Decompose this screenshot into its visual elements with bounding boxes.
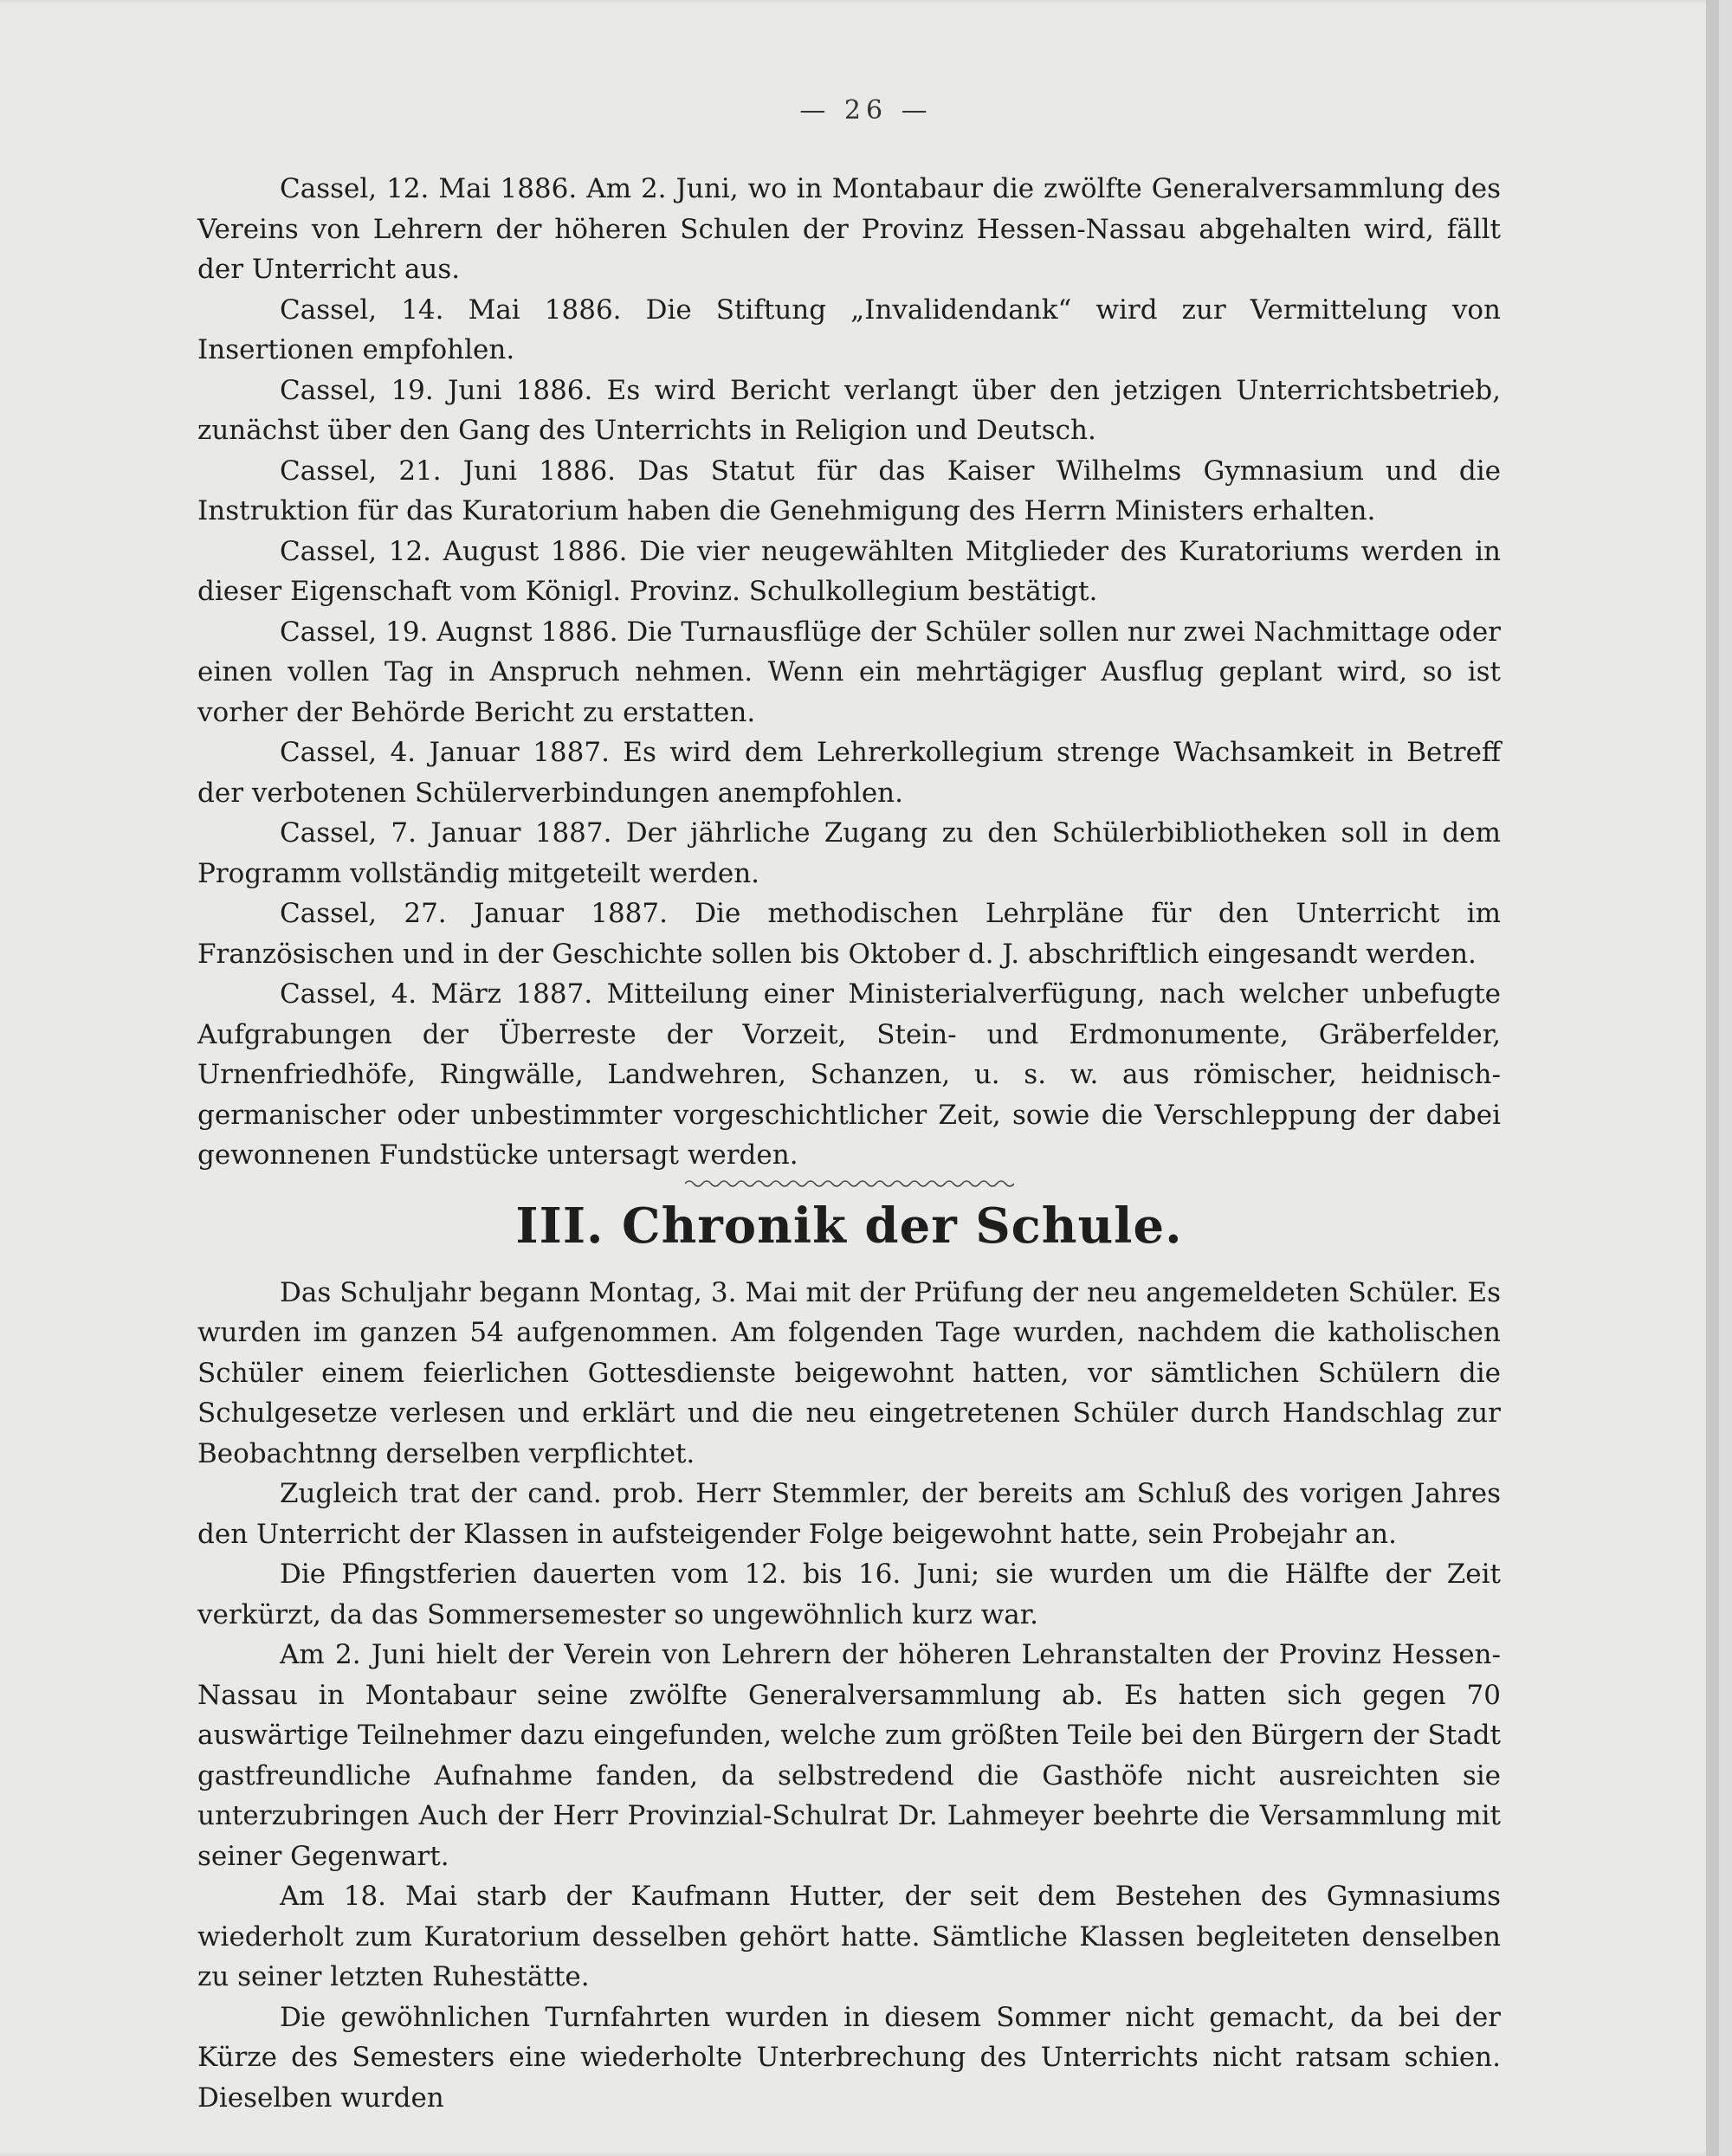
decree-paragraph: Cassel, 4. März 1887. Mitteilung einer Ministerialverfügung, nach welcher unbefugte Aufgrabungen der Überreste der Vorzeit, Stein- und Erdmonumente, Gräberfelder, Urnenfriedhöfe, Ringwälle, Landwehren, Schanzen, u. s. w. aus römischer, heidnisch-germanischer oder unbestimmter vorgeschichtlicher Zeit, sowie die Verschleppung der dabei gewonnenen Fundstücke untersagt werden. bbox=[197, 978, 1501, 1171]
decree-paragraph: Cassel, 12. Mai 1886. Am 2. Juni, wo in Montabaur die zwölfte Generalversammlung des Vereins von Lehrern der höheren Schulen der Provinz Hessen-Nassau abgehalten wird, fällt der Unterricht aus. bbox=[197, 173, 1501, 285]
chronicle-paragraph: Zugleich trat der cand. prob. Herr Stemmler, der bereits am Schluß des vorigen Jahres den Unterricht der Klassen in aufsteigender Folge beigewohnt hatte, sein Probejahr an. bbox=[197, 1478, 1501, 1550]
decree-paragraph: Cassel, 7. Januar 1887. Der jährliche Zugang zu den Schülerbibliotheken soll in dem Programm vollständig mitgeteilt werden. bbox=[197, 817, 1501, 889]
chronicle-paragraph: Am 2. Juni hielt der Verein von Lehrern der höheren Lehranstalten der Provinz Hessen-Nassau in Montabaur seine zwölfte Generalversammlung ab. Es hatten sich gegen 70 auswärtige Teilnehmer dazu eingefunden, welche zum größten Teile bei den Bürgern der Stadt gastfreundliche Aufnahme fanden, da selbstredend die Gasthöfe nicht ausreichten sie unterzubringen Auch der Herr Provinzial-Schulrat Dr. Lahmeyer beehrte die Versammlung mit seiner Gegenwart. bbox=[197, 1639, 1501, 1872]
chronicle-paragraph: Am 18. Mai starb der Kaufmann Hutter, der seit dem Bestehen des Gymnasiums wiederholt zum Kuratorium desselben gehört hatte. Sämtliche Klassen begleiteten denselben zu seiner letzten Ruhestätte. bbox=[197, 1881, 1501, 1992]
page-number: — 26 — bbox=[799, 95, 933, 126]
decree-paragraph: Cassel, 27. Januar 1887. Die methodischen Lehrpläne für den Unterricht im Französischen und in der Geschichte sollen bis Oktober d. J. abschriftlich eingesandt werden. bbox=[197, 898, 1501, 970]
decree-paragraph: Cassel, 14. Mai 1886. Die Stiftung „Invalidendank“ wird zur Vermittelung von Insertionen empfohlen. bbox=[197, 294, 1501, 365]
section-divider-ornament bbox=[197, 1178, 1501, 1191]
section-heading: III. Chronik der Schule. bbox=[515, 1197, 1183, 1255]
decree-paragraph: Cassel, 19. Juni 1886. Es wird Bericht verlangt über den jetzigen Unterrichtsbetrieb, zunächst über den Gang des Unterrichts in Religion und Deutsch. bbox=[197, 374, 1501, 446]
decree-paragraph: Cassel, 4. Januar 1887. Es wird dem Lehrerkollegium strenge Wachsamkeit in Betreff der verbotenen Schülerverbindungen anempfohlen. bbox=[197, 737, 1501, 809]
decree-paragraph: Cassel, 19. Augnst 1886. Die Turnausflüge der Schüler sollen nur zwei Nachmittage oder einen vollen Tag in Anspruch nehmen. Wenn ein mehrtägiger Ausflug geplant wird, so ist vorher der Behörde Bericht zu erstatten. bbox=[197, 616, 1501, 728]
page-edge bbox=[1706, 0, 1719, 2156]
page-body bbox=[197, 169, 1501, 2118]
chronicle-paragraph: Das Schuljahr begann Montag, 3. Mai mit der Prüfung der neu angemeldeten Schüler. Es wurden im ganzen 54 aufgenommen. Am folgenden Tage wurden, nachdem die katholischen Schüler einem feierlichen Gottesdienste beigewohnt hatten, vor sämtlichen Schülern die Schulgesetze verlesen und erklärt und die neu eingetretenen Schüler durch Handschlag zur Beobachtnng derselben verpflichtet. bbox=[197, 1276, 1501, 1469]
decree-paragraph: Cassel, 21. Juni 1886. Das Statut für das Kaiser Wilhelms Gymnasium und die Instruktion für das Kuratorium haben die Genehmigung des Herrn Ministers erhalten. bbox=[197, 455, 1501, 526]
chronicle-paragraph: Die Pfingstferien dauerten vom 12. bis 16. Juni; sie wurden um die Hälfte der Zeit verkürzt, da das Sommersemester so ungewöhnlich kurz war. bbox=[197, 1559, 1501, 1630]
chronicle-paragraph: Die gewöhnlichen Turnfahrten wurden in diesem Sommer nicht gemacht, da bei der Kürze des Semesters eine wiederholte Unterbrechung des Unterrichts nicht ratsam schien. Dieselben wurden bbox=[197, 2001, 1501, 2114]
decree-paragraph: Cassel, 12. August 1886. Die vier neugewählten Mitglieder des Kuratoriums werden in dieser Eigenschaft vom Königl. Provinz. Schulkollegium bestätigt. bbox=[197, 535, 1501, 607]
